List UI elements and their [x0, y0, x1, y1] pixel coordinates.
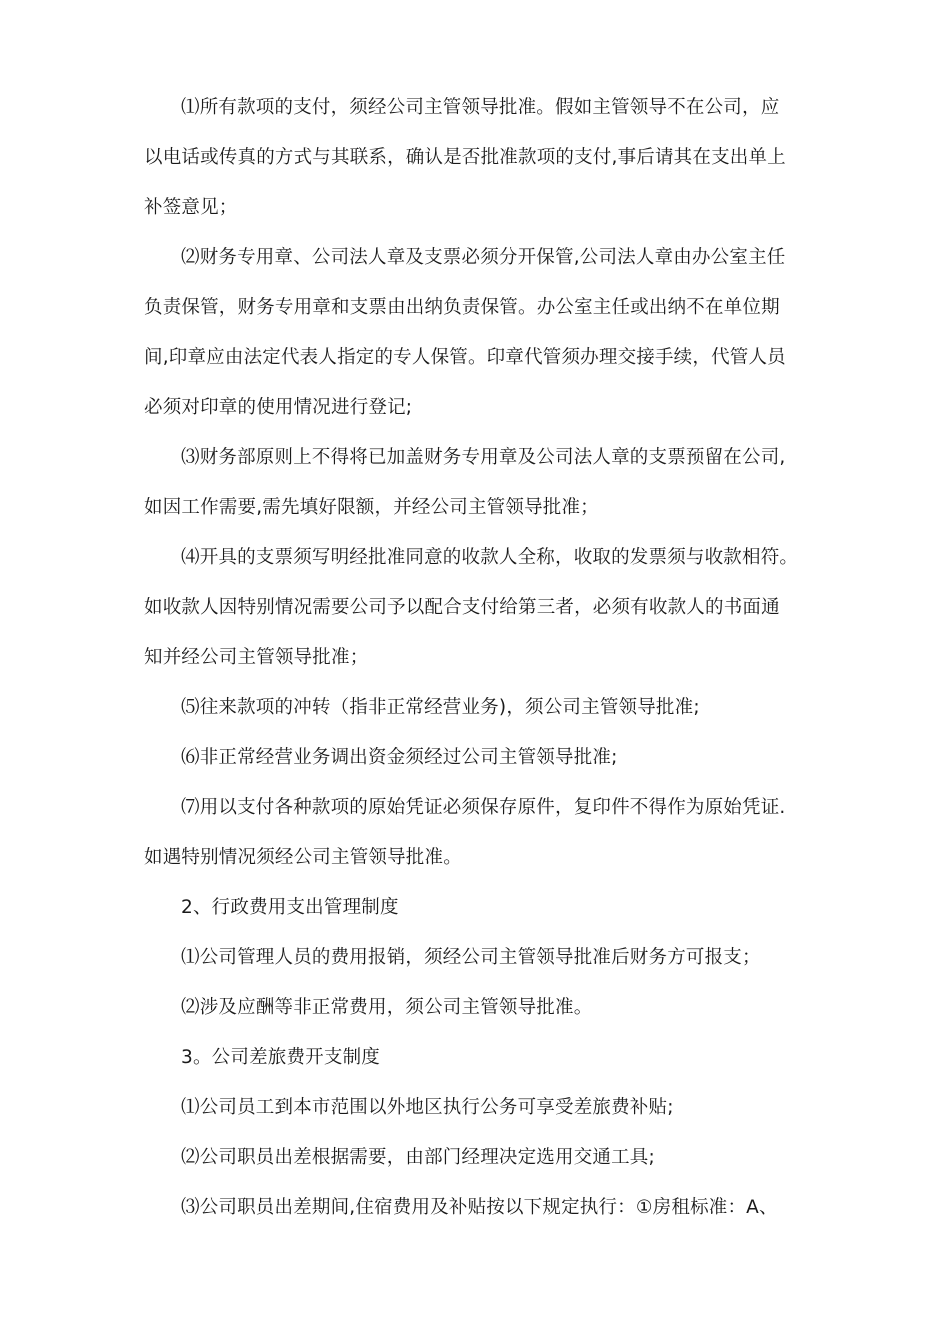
paragraph-line: ⑶公司职员出差期间,住宿费用及补贴按以下规定执行：①房租标准：A、 — [181, 1197, 778, 1218]
paragraph-line: 如遇特别情况须经公司主管领导批准。 — [144, 847, 462, 868]
section-heading: 3。公司差旅费开支制度 — [181, 1047, 380, 1068]
paragraph-line: 如收款人因特别情况需要公司予以配合支付给第三者，必须有收款人的书面通 — [144, 597, 780, 618]
paragraph-line: ⑺用以支付各种款项的原始凭证必须保存原件，复印件不得作为原始凭证. — [181, 797, 786, 818]
paragraph-line: 补签意见； — [144, 197, 238, 218]
paragraph-line: ⑵财务专用章、公司法人章及支票必须分开保管,公司法人章由办公室主任 — [181, 247, 786, 268]
paragraph-line: 间,印章应由法定代表人指定的专人保管。印章代管须办理交接手续，代管人员 — [144, 347, 786, 368]
section-heading: 2、行政费用支出管理制度 — [181, 897, 399, 918]
paragraph-line: ⑵涉及应酬等非正常费用，须公司主管领导批准。 — [181, 997, 593, 1018]
paragraph-line: 必须对印章的使用情况进行登记; — [144, 397, 413, 418]
paragraph-line: ⑴公司管理人员的费用报销，须经公司主管领导批准后财务方可报支； — [181, 947, 761, 968]
paragraph-line: ⑴公司员工到本市范围以外地区执行公务可享受差旅费补贴; — [181, 1097, 674, 1118]
paragraph-line: ⑸往来款项的冲转（指非正常经营业务)，须公司主管领导批准; — [181, 697, 700, 718]
paragraph-line: 负责保管，财务专用章和支票由出纳负责保管。办公室主任或出纳不在单位期 — [144, 297, 780, 318]
paragraph-line: ⑴所有款项的支付，须经公司主管领导批准。假如主管领导不在公司，应 — [181, 97, 780, 118]
paragraph-line: 以电话或传真的方式与其联系，确认是否批准款项的支付,事后请其在支出单上 — [144, 147, 786, 168]
paragraph-line: ⑷开具的支票须写明经批准同意的收款人全称，收取的发票须与收款相符。 — [181, 547, 799, 568]
paragraph-line: 知并经公司主管领导批准； — [144, 647, 369, 668]
paragraph-line: ⑹非正常经营业务调出资金须经过公司主管领导批准; — [181, 747, 618, 768]
paragraph-line: ⑵公司职员出差根据需要，由部门经理决定选用交通工具; — [181, 1147, 655, 1168]
paragraph-line: ⑶财务部原则上不得将已加盖财务专用章及公司法人章的支票预留在公司, — [181, 447, 786, 468]
paragraph-line: 如因工作需要,需先填好限额，并经公司主管领导批准； — [144, 497, 599, 518]
